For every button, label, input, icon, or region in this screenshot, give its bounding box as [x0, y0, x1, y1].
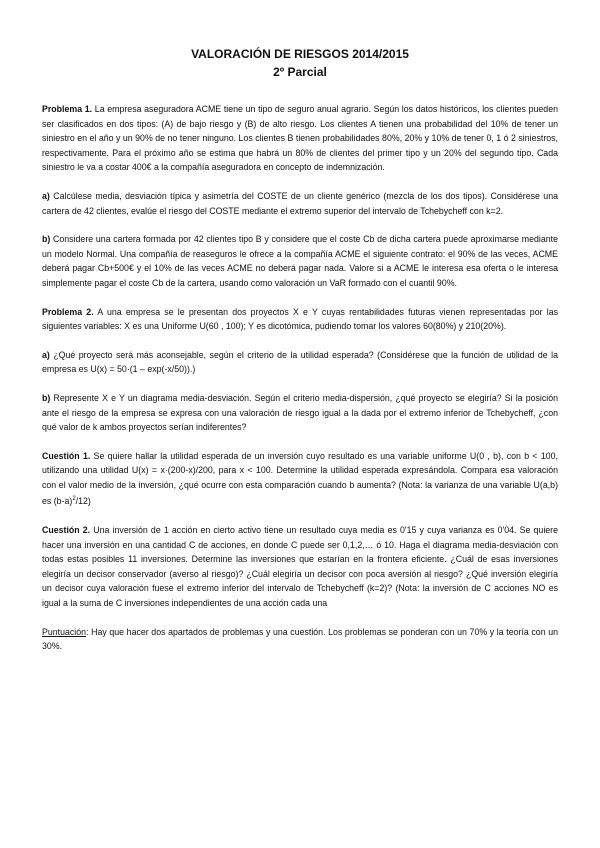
puntuacion-label: Puntuación: [42, 626, 87, 637]
problema-1-a-label: a): [42, 190, 50, 201]
problema-2-a-label: a): [42, 349, 50, 360]
cuestion-1-statement: [42, 449, 558, 509]
problema-2-part-a: [42, 348, 558, 377]
cuestion-2-label: Cuestión 2.: [42, 524, 91, 535]
problema-2-text: A una empresa se le presentan dos proyectos X e Y cuyas rentabilidades futuras vienen representadas por las siguientes variables: X es una Uniforme U(60 , 100); Y es dicotómica, pudiendo tomar los valores 60(80%) y 210(20%).: [42, 306, 558, 332]
problema-1-statement: [42, 102, 558, 175]
page-title: VALORACIÓN DE RIESGOS 2014/2015: [191, 47, 409, 61]
problema-1-a-text: Calcúlese media, desviación típica y asimetría del COSTE de un cliente genérico (mezcla de los dos tipos). Considérese una cartera de 42 clientes, evalúe el riesgo del COSTE mediante el extremo superior del intervalo de Tchebycheff con k=2.: [42, 190, 558, 216]
puntuacion-note: [42, 625, 558, 654]
problema-2-a-text: ¿Qué proyecto será más aconsejable, según el criterio de la utilidad esperada? (Considérese que la función de utilidad de la empresa es U(x) = 50·(1 – exp(-x/50)).): [42, 349, 558, 375]
problema-1-text: La empresa aseguradora ACME tiene un tipo de seguro anual agrario. Según los datos históricos, los clientes pueden ser clasificados en dos tipos: (A) de bajo riesgo y (B) de alto riesgo. Los clientes A tienen una probabilidad del 10% de tener un siniestro en el año y un 90% de no tener ninguno. Los clientes B tienen probabilidades 80%, 20% y 10% de tener 0, 1 ó 2 siniestros, respectivamente. Para el próximo año se estima que habrá un 80% de clientes del primer tipo y un 20% del segundo tipo. Cada siniestro le va a costar 400€ a la compañía aseguradora en concepto de indemnización.: [42, 104, 558, 173]
cuestion-1-text-end: /12): [75, 496, 91, 507]
cuestion-2-statement: [42, 523, 558, 611]
problema-1-part-b: [42, 232, 558, 290]
cuestion-1-text: Se quiere hallar la utilidad esperada de un inversión cuyo resultado es una variable uniforme U(0 , b), con b < 100, utilizando una utilidad U(x) = x·(200-x)/200, para x < 100. Determine la utilidad esperada expresándola. Compara esa valoración con el valor medio de la inversión, ¿qué ocurre con esta comparación cuando b aumenta? (Nota: la varianza de una variable U(a,b) es (b-a): [42, 450, 558, 507]
puntuacion-colon: :: [86, 626, 89, 637]
problema-2-statement: [42, 305, 558, 334]
problema-2-part-b: [42, 391, 558, 435]
problema-2-label: Problema 2.: [42, 306, 94, 317]
cuestion-2-text: Una inversión de 1 acción en cierto activo tiene un resultado cuya media es 0'15 y cuya varianza es 0'04. Se quiere hacer una inversión en una cantidad C de acciones, en donde C puede ser 0,1,2,… ó 10. Haga el diagrama media-desviación con todas estas posibles 11 inversiones. Determine las inversiones que estarían en la frontera eficiente. ¿Cuál de esas inversiones elegiría un decisor conservador (averso al riesgo)? ¿Cuál elegiría un decisor con poca aversión al riesgo? ¿Qué inversión elegiría un decisor cuya valoración fuese el extremo inferior del intervalo de Tchebycheff (k=2)? (Nota: la inversión de C acciones NO es igual a la suma de C inversiones independientes de una acción cada una: [42, 524, 558, 608]
puntuacion-text: Hay que hacer dos apartados de problemas y una cuestión. Los problemas se ponderan con un 70% y la teoría con un 30%.: [42, 626, 558, 652]
problema-1-label: Problema 1.: [42, 104, 93, 114]
cuestion-1-superscript: 2: [72, 496, 76, 503]
problema-1-b-text: Considere una cartera formada por 42 clientes tipo B y considere que el coste Cb de dicha cartera puede aproximarse mediante un modelo Normal. Una compañía de reaseguros le ofrece a la compañía ACME el siguiente contrato: el 90% de las veces, ACME deberá pagar Cb+500€ y el 10% de las veces ACME no deberá pagar nada. Valore si a ACME le interesa esa oferta o le interesa simplemente pagar el coste Cb de la cartera, usando como valoración un VaR formado con el cuantil 90%.: [42, 234, 558, 288]
cuestion-1-label: Cuestión 1.: [42, 450, 91, 461]
page-subtitle: 2º Parcial: [273, 65, 327, 79]
problema-1-part-a: [42, 189, 558, 218]
problema-2-b-text: Represente X e Y un diagrama media-desviación. Según el criterio media-dispersión, ¿qué proyecto se elegiría? Si la posición ante el riesgo de la empresa se expresa con una valoración de riesgo igual a la dada por el extremo inferior de Tchebycheff, ¿con qué valor de k ambos proyectos serían indiferentes?: [42, 392, 558, 433]
problema-2-b-label: b): [42, 392, 51, 403]
problema-1-b-label: b): [42, 234, 51, 245]
